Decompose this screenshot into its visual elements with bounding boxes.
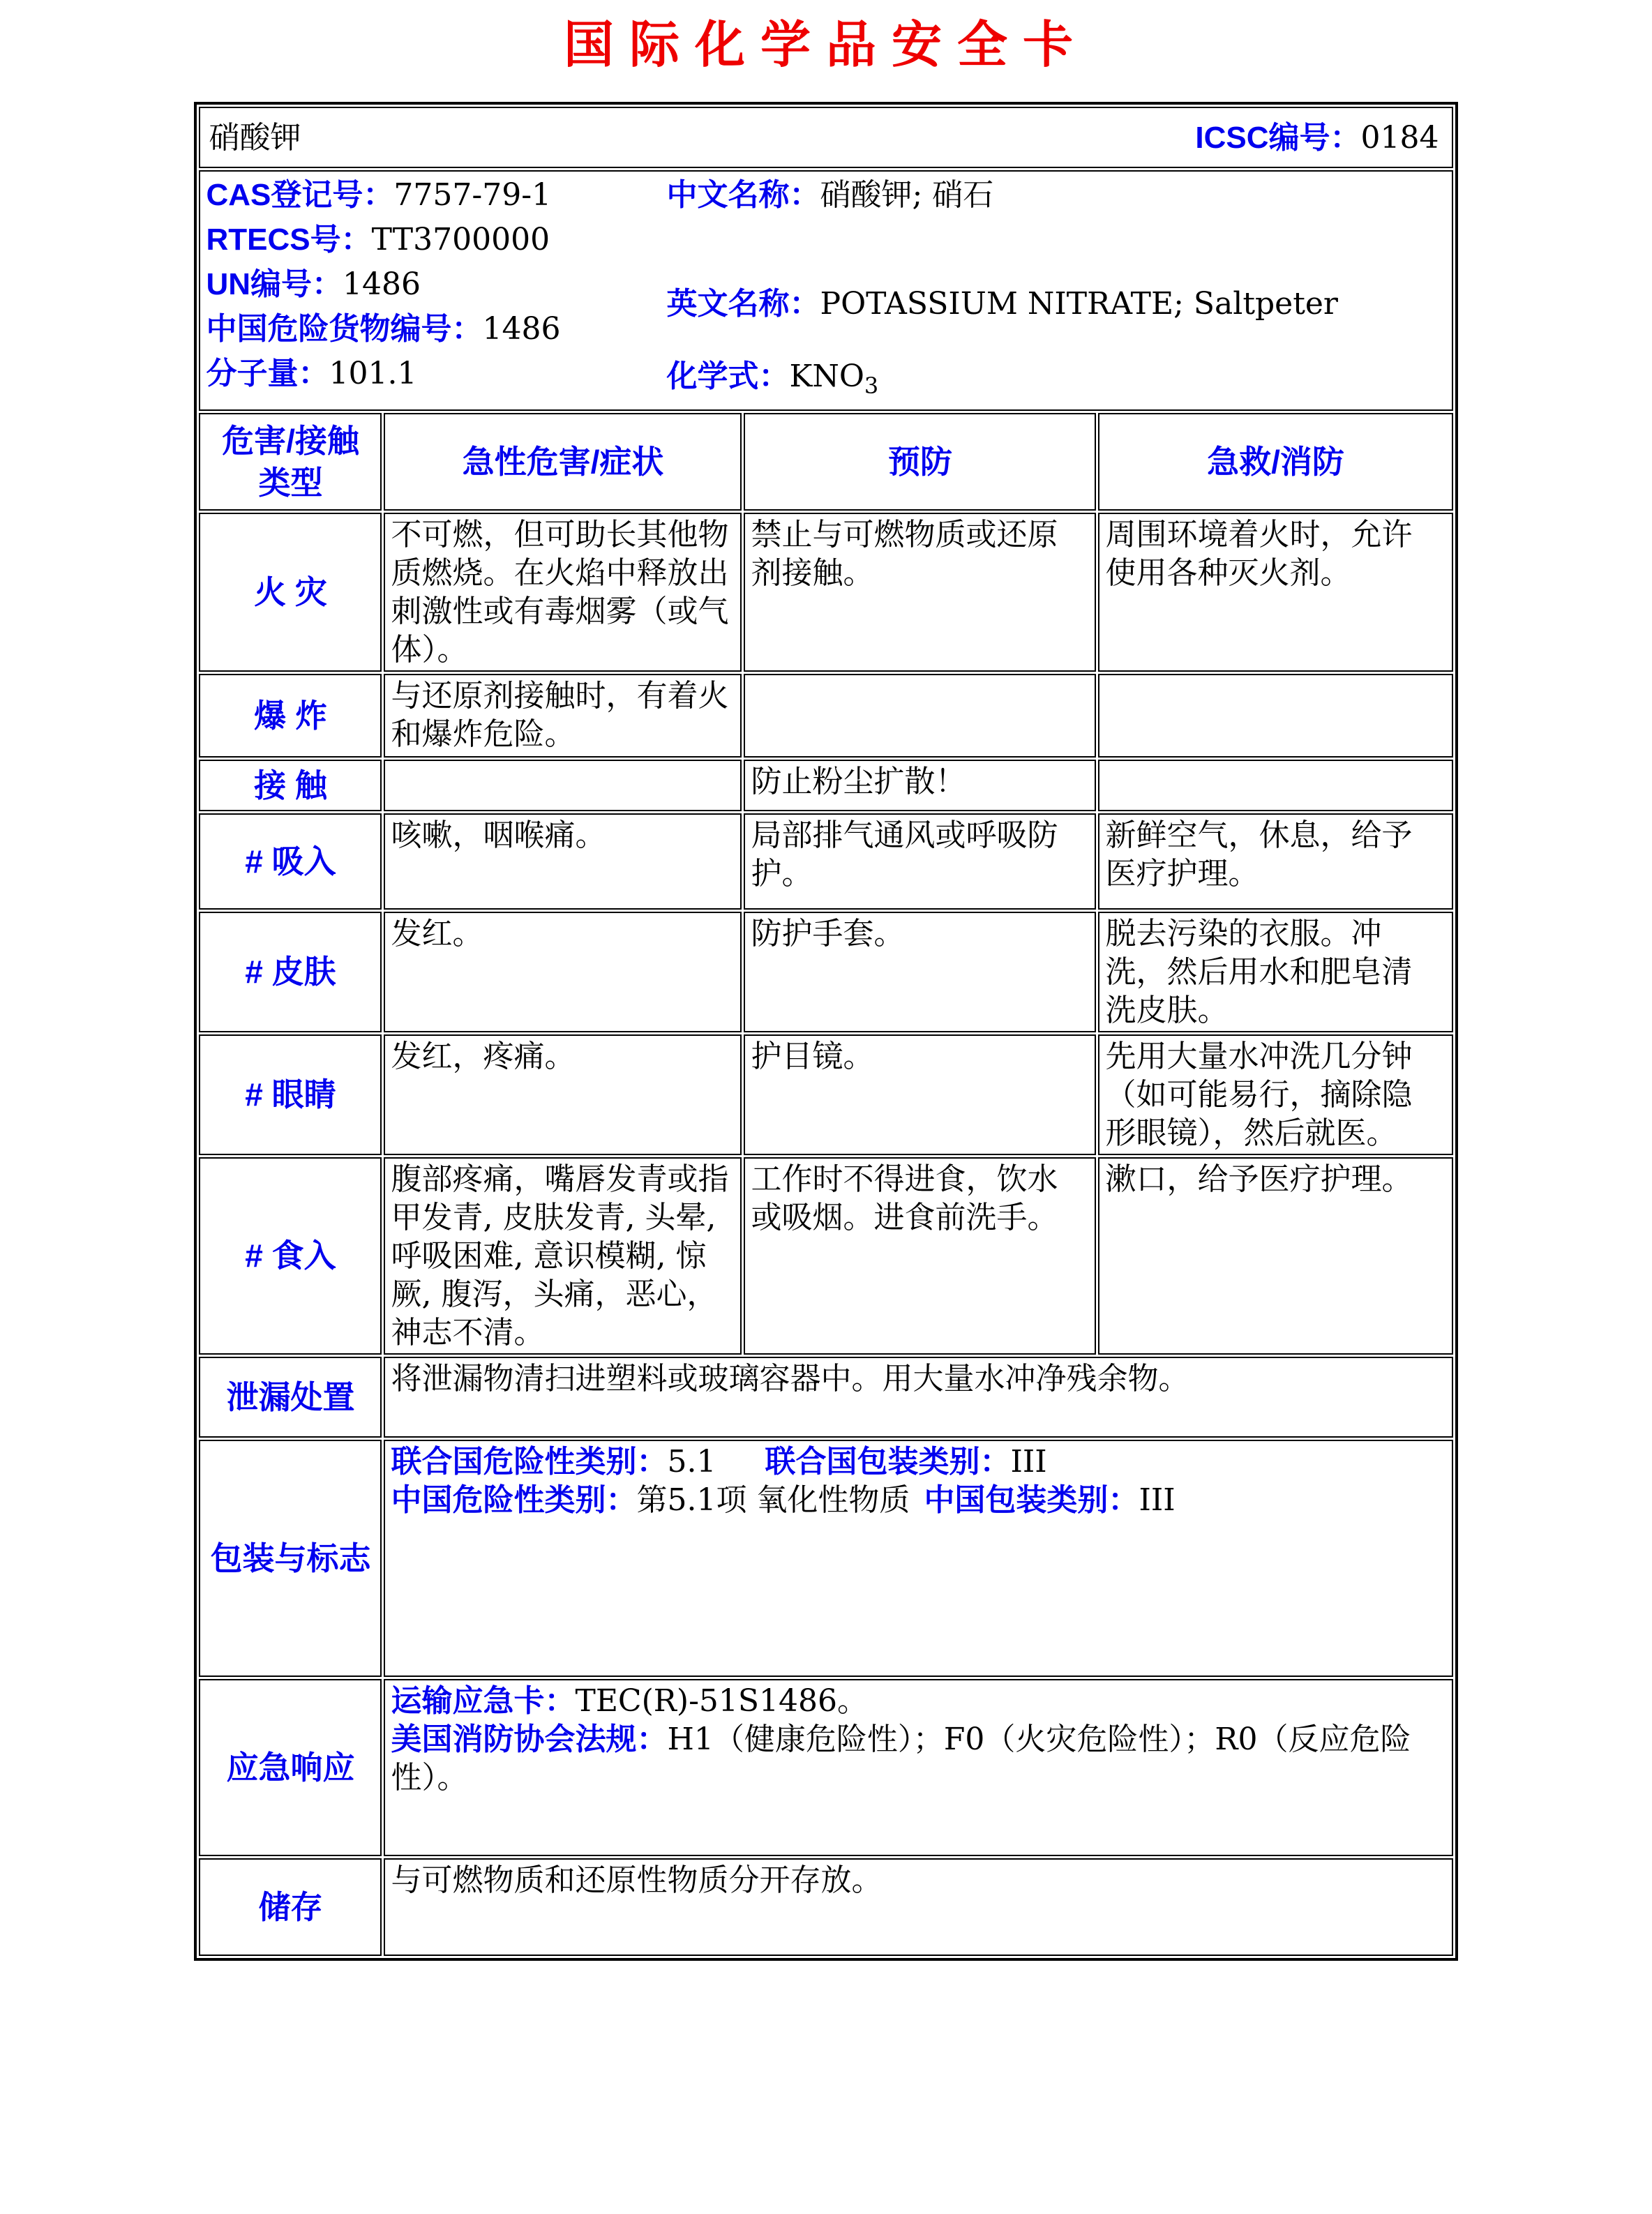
- fire-row-label: 火 灾: [199, 513, 382, 672]
- spill-disposal-row: [199, 1357, 1452, 1438]
- fire-symptoms-cell: 不可燃，但可助长其他物质燃烧。在火焰中释放出刺激性或有毒烟雾（或气体）。: [384, 513, 742, 672]
- un-hazard-class-label: 联合国危险性类别：: [391, 1444, 668, 1479]
- inhalation-symptoms-cell: 咳嗽，咽喉痛。: [384, 813, 742, 910]
- nfpa-code-value: H1（健康危险性）；F0（火灾危险性）；R0（反应危险性）。: [391, 1721, 1411, 1795]
- contact-firstaid-cell: [1098, 760, 1452, 811]
- storage-label: 储存: [199, 1858, 382, 1956]
- english-name-value: POTASSIUM NITRATE; Saltpeter: [820, 286, 1338, 322]
- skin-firstaid-cell: 脱去污染的衣服。冲洗，然后用水和肥皂清洗皮肤。: [1098, 912, 1452, 1032]
- icsc-number-value: 0184: [1360, 119, 1439, 156]
- ingestion-symptoms-cell: 腹部疼痛，嘴唇发青或指甲发青, 皮肤发青, 头晕, 呼吸困难, 意识模糊, 惊厥, 腹泻，头痛，恶心，神志不清。: [384, 1157, 742, 1355]
- cn-dg-number-value: 1486: [482, 311, 561, 347]
- header-hazard-type-line2: 类型: [258, 464, 323, 501]
- emergency-response-row: [199, 1679, 1452, 1856]
- un-number-label: UN编号：: [206, 267, 343, 301]
- identification-cell: [199, 170, 1452, 411]
- skin-prevention-cell: 防护手套。: [744, 912, 1096, 1032]
- skin-symptoms-cell: 发红。: [384, 912, 742, 1032]
- un-classification-line: [391, 1443, 1441, 1481]
- identifier-list: [206, 173, 666, 408]
- explosion-symptoms-cell: 与还原剂接触时，有着火和爆炸危险。: [384, 674, 742, 758]
- emergency-response-content-cell: [384, 1679, 1452, 1856]
- contact-symptoms-cell: [384, 760, 742, 811]
- formula-label: 化学式：: [666, 359, 790, 393]
- explosion-firstaid-cell: [1098, 674, 1452, 758]
- molecular-weight-value: 101.1: [329, 356, 417, 391]
- rtecs-number-label: RTECS号：: [206, 223, 372, 257]
- nfpa-code-line: [391, 1720, 1441, 1797]
- packaging-labeling-content-cell: [384, 1440, 1452, 1677]
- chinese-name-label: 中文名称：: [666, 178, 820, 212]
- hazard-row-explosion: [199, 674, 1452, 758]
- page-title: 国际化学品安全卡: [563, 15, 1088, 74]
- icsc-card-table: [194, 102, 1457, 1961]
- header-firstaid-firefighting: 急救/消防: [1098, 413, 1452, 511]
- eyes-prevention-cell: 护目镜。: [744, 1034, 1096, 1155]
- hazard-row-eyes: [199, 1034, 1452, 1155]
- packaging-labeling-row: [199, 1440, 1452, 1677]
- product-header-cell: [199, 107, 1452, 168]
- hazard-row-skin: [199, 912, 1452, 1032]
- contact-row-label: 接 触: [199, 760, 382, 811]
- transport-emergency-card-label: 运输应急卡：: [391, 1683, 576, 1718]
- hazard-row-inhalation: [199, 813, 1452, 910]
- hazard-row-ingestion: [199, 1157, 1452, 1355]
- formula-value: [789, 359, 879, 399]
- nfpa-code-label: 美国消防协会法规：: [391, 1722, 668, 1756]
- cas-number-value: 7757-79-1: [393, 177, 552, 213]
- molecular-weight-label: 分子量：: [206, 356, 329, 391]
- packaging-labeling-label: 包装与标志: [199, 1440, 382, 1677]
- emergency-response-label: 应急响应: [199, 1679, 382, 1856]
- icsc-number-label: ICSC编号：: [1195, 120, 1361, 155]
- hazard-row-contact: [199, 760, 1452, 811]
- english-name-row: [666, 282, 1441, 326]
- hazard-row-fire: [199, 513, 1452, 672]
- fire-prevention-cell: 禁止与可燃物质或还原剂接触。: [744, 513, 1096, 672]
- spill-disposal-label: 泄漏处置: [199, 1357, 382, 1438]
- chinese-name-value: 硝酸钾; 硝石: [820, 177, 994, 213]
- header-acute-symptoms: 急性危害/症状: [384, 413, 742, 511]
- header-hazard-type: [199, 413, 382, 511]
- rtecs-number-value: TT3700000: [371, 222, 550, 257]
- ingestion-row-label: # 食入: [199, 1157, 382, 1355]
- name-list: [666, 173, 1441, 408]
- ingestion-prevention-cell: 工作时不得进食，饮水或吸烟。进食前洗手。: [744, 1157, 1096, 1355]
- cn-packing-group-value: III: [1139, 1482, 1176, 1518]
- icsc-number: [1195, 119, 1439, 157]
- cn-dg-number-row: [206, 307, 666, 352]
- cn-dg-number-label: 中国危险货物编号：: [206, 312, 483, 346]
- product-name: 硝酸钾: [209, 119, 301, 156]
- un-number-value: 1486: [343, 266, 421, 302]
- product-header-row: [199, 107, 1452, 168]
- fire-firstaid-cell: 周围环境着火时，允许使用各种灭火剂。: [1098, 513, 1452, 672]
- cn-classification-line: [391, 1481, 1441, 1519]
- formula-subscript: 3: [864, 372, 879, 399]
- spill-disposal-text-cell: 将泄漏物清扫进塑料或玻璃容器中。用大量水冲净残余物。: [384, 1357, 1452, 1438]
- ingestion-firstaid-cell: 漱口，给予医疗护理。: [1098, 1157, 1452, 1355]
- transport-emergency-card-line: [391, 1682, 1441, 1720]
- contact-prevention-cell: 防止粉尘扩散！: [744, 760, 1096, 811]
- storage-text-cell: 与可燃物质和还原性物质分开存放。: [384, 1858, 1452, 1956]
- explosion-prevention-cell: [744, 674, 1096, 758]
- chinese-name-row: [666, 173, 1441, 218]
- storage-row: [199, 1858, 1452, 1956]
- eyes-row-label: # 眼睛: [199, 1034, 382, 1155]
- cn-hazard-class-value: 第5.1项 氧化性物质: [636, 1482, 910, 1518]
- cn-packing-group-label: 中国包装类别：: [924, 1482, 1139, 1517]
- eyes-firstaid-cell: 先用大量水冲洗几分钟（如可能易行，摘除隐形眼镜），然后就医。: [1098, 1034, 1452, 1155]
- eyes-symptoms-cell: 发红，疼痛。: [384, 1034, 742, 1155]
- formula-base: KNO: [789, 359, 864, 394]
- inhalation-prevention-cell: 局部排气通风或呼吸防护。: [744, 813, 1096, 910]
- un-number-row: [206, 262, 666, 307]
- hazard-table-header-row: [199, 413, 1452, 511]
- identification-row: [199, 170, 1452, 411]
- un-hazard-class-value: 5.1: [667, 1443, 716, 1479]
- transport-emergency-card-value: TEC(R)-51S1486。: [575, 1682, 869, 1719]
- inhalation-firstaid-cell: 新鲜空气，休息，给予医疗护理。: [1098, 813, 1452, 910]
- cas-number-row: [206, 173, 666, 218]
- un-packing-group-value: III: [1010, 1443, 1047, 1479]
- inhalation-row-label: # 吸入: [199, 813, 382, 910]
- cas-number-label: CAS登记号：: [206, 178, 394, 212]
- un-packing-group-label: 联合国包装类别：: [765, 1444, 1011, 1479]
- cn-hazard-class-label: 中国危险性类别：: [391, 1482, 637, 1517]
- rtecs-number-row: [206, 218, 666, 262]
- formula-row: [666, 354, 1441, 408]
- header-prevention: 预防: [744, 413, 1096, 511]
- english-name-label: 英文名称：: [666, 287, 820, 321]
- header-hazard-type-line1: 危害/接触: [222, 422, 359, 459]
- molecular-weight-row: [206, 352, 666, 396]
- skin-row-label: # 皮肤: [199, 912, 382, 1032]
- explosion-row-label: 爆 炸: [199, 674, 382, 758]
